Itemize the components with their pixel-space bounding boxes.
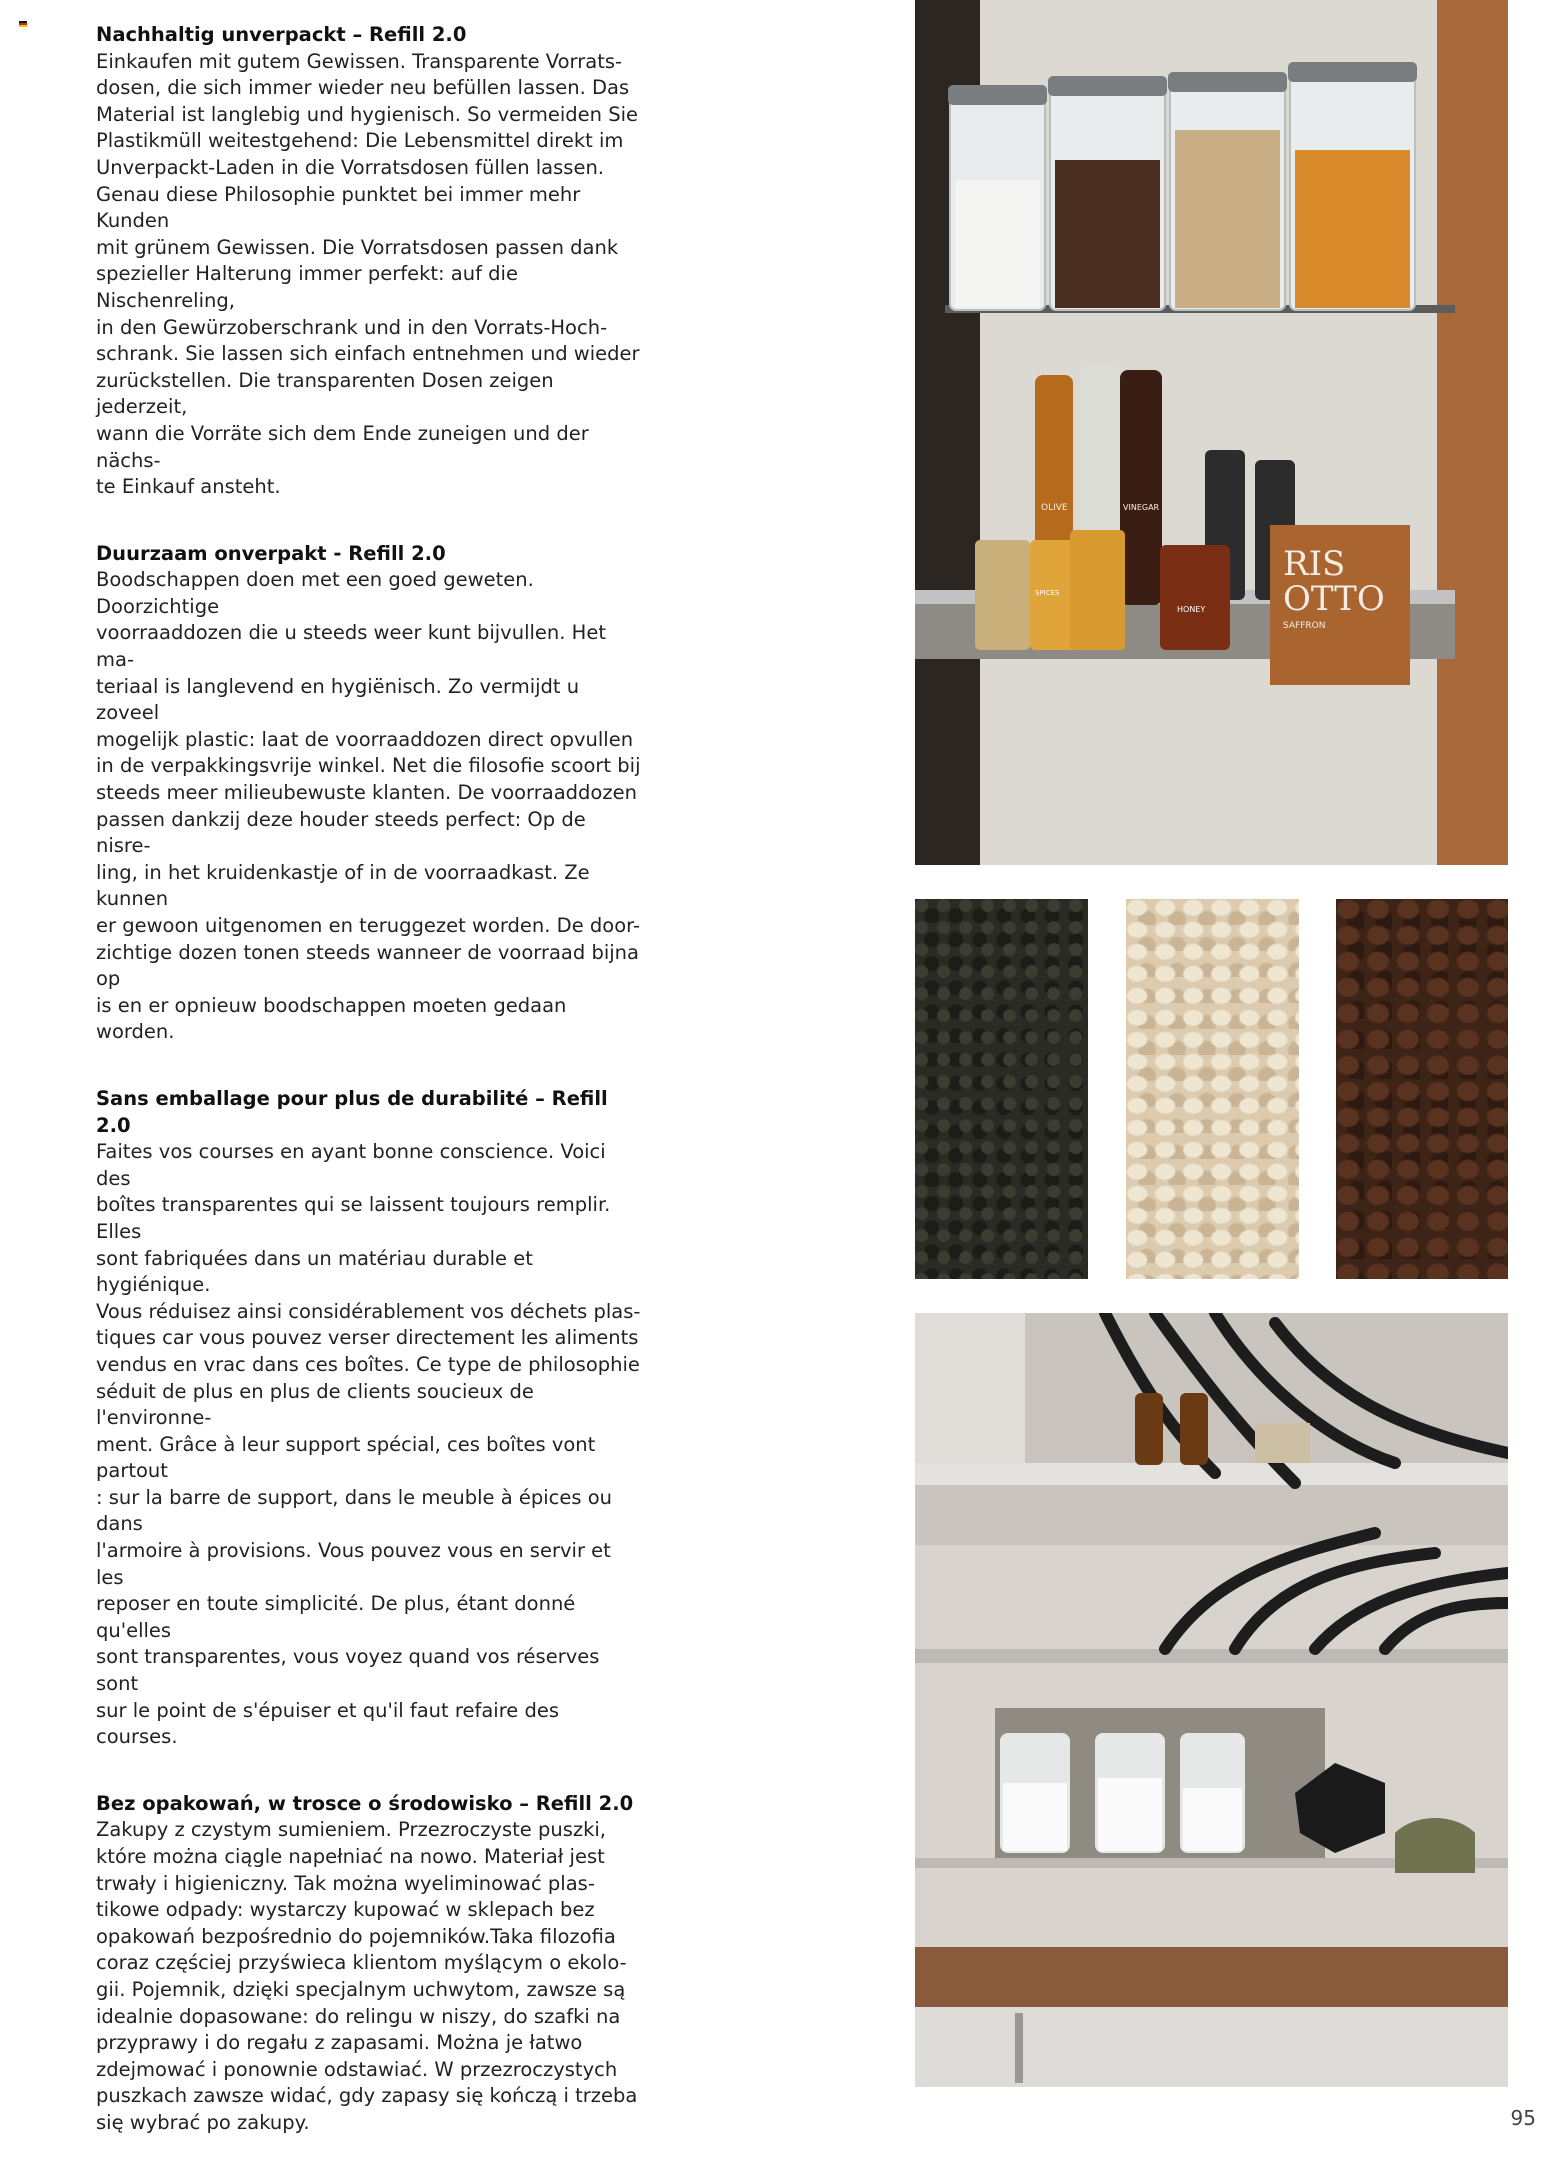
coffee-beans-photo	[1336, 899, 1508, 1279]
section-dutch	[96, 541, 641, 1046]
honey-label: HONEY	[1177, 605, 1206, 614]
section-body: Faites vos courses en ayant bonne conscience. Voici des boîtes transparentes qui se laissent toujours remplir. Elles sont fabriquées dans un matériau durable et hygiénique. Vous réduisez ainsi considérablement vos déchets plas- tiques car vous pouvez verser directement les aliments vendus en vrac dans ces boîtes. Ce type de philosophie séduit de plus en plus de clients soucieux de l'environne- ment. Grâce à leur support spécial, ces boîtes vont partout : sur la barre de support, dans le meuble à épices ou dans l'armoire à provisions. Vous pouvez vous en servir et les reposer en toute simplicité. De plus, étant donné qu'elles sont transparentes, vous voyez quand vos réserves sont sur le point de s'épuiser et qu'il faut refaire des courses.	[96, 1140, 641, 1749]
language-flag-icon	[19, 21, 27, 27]
section-body: Einkaufen mit gutem Gewissen. Transparente Vorrats- dosen, die sich immer wieder neu befüllen lassen. Das Material ist langlebig und hygienisch. So vermeiden Sie Plastikmüll weitestgehend: Die Lebensmittel direkt im Unverpackt-Laden in die Vorratsdosen füllen lassen. Genau diese Philosophie punktet bei immer mehr Kunden mit grünem Gewissen. Die Vorratsdosen passen dank spezieller Halterung immer perfekt: auf die Nischenreling, in den Gewürzoberschrank und in den Vorrats-Hoch- schrank. Sie lassen sich einfach entnehmen und wieder zurückstellen. Die transparenten Dosen zeigen jederzeit, wann die Vorräte sich dem Ende zuneigen und der nächs- te Einkauf ansteht.	[96, 49, 640, 499]
risotto-label-1: RIS	[1283, 544, 1346, 584]
pantry-cabinet-photo	[915, 0, 1508, 865]
spices-label: SPICES	[1035, 589, 1060, 597]
oat-flakes-photo	[1126, 899, 1299, 1279]
section-title: Nachhaltig unverpackt – Refill 2.0	[96, 23, 467, 46]
olive-label: OLIVE	[1041, 503, 1068, 513]
page-number: 95	[1510, 2106, 1536, 2130]
text-column	[96, 22, 641, 2177]
peppercorn-photo	[915, 899, 1088, 1279]
section-body: Zakupy z czystym sumieniem. Przezroczyste puszki, które można ciągle napełniać na nowo. Materiał jest trwały i higieniczny. Tak można wyeliminować plas- tikowe odpady: wystarczy kupować w sklepach bez opakowań bezpośrednio do pojemników.Taka filozofia coraz częściej przyświeca klientom myślącym o ekolo- gii. Pojemnik, dzięki specjalnym uchwytom, zawsze są idealnie dopasowane: do relingu w niszy, do szafki na przyprawy i do regału z zapasami. Można je łatwo zdejmować i ponownie odstawiać. W przezroczystych puszkach zawsze widać, gdy zapasy się kończą i trzeba się wybrać po zakupy.	[96, 1818, 638, 2134]
risotto-label-2: OTTO	[1283, 579, 1385, 619]
section-polish	[96, 1791, 641, 2137]
flag-stripe-gold	[19, 25, 27, 27]
section-german	[96, 22, 641, 501]
section-title: Duurzaam onverpakt - Refill 2.0	[96, 541, 446, 565]
kitchen-niche-photo	[915, 1313, 1508, 2087]
saffron-label: SAFFRON	[1283, 621, 1326, 631]
section-title: Sans emballage pour plus de durabilité – Refill 2.0	[96, 1086, 608, 1137]
section-french	[96, 1086, 641, 1751]
section-body: Boodschappen doen met een goed geweten. Doorzichtige voorraaddozen die u steeds weer kunt bijvullen. Het ma- teriaal is langlevend en hygiënisch. Zo vermijdt u zoveel mogelijk plastic: laat de voorraaddozen direct opvullen in de verpakkingsvrije winkel. Net die filosofie scoort bij steeds meer milieubewuste klanten. De voorraaddozen passen dankzij deze houder steeds perfect: Op de nisre- ling, in het kruidenkastje of in de voorraadkast. Ze kunnen er gewoon uitgenomen en teruggezet worden. De door- zichtige dozen tonen steeds wanneer de voorraad bijna op is en er opnieuw boodschappen moeten gedaan worden.	[96, 568, 641, 1044]
vinegar-label: VINEGAR	[1123, 503, 1160, 512]
section-title: Bez opakowań, w trosce o środowisko – Refill 2.0	[96, 1791, 634, 1815]
